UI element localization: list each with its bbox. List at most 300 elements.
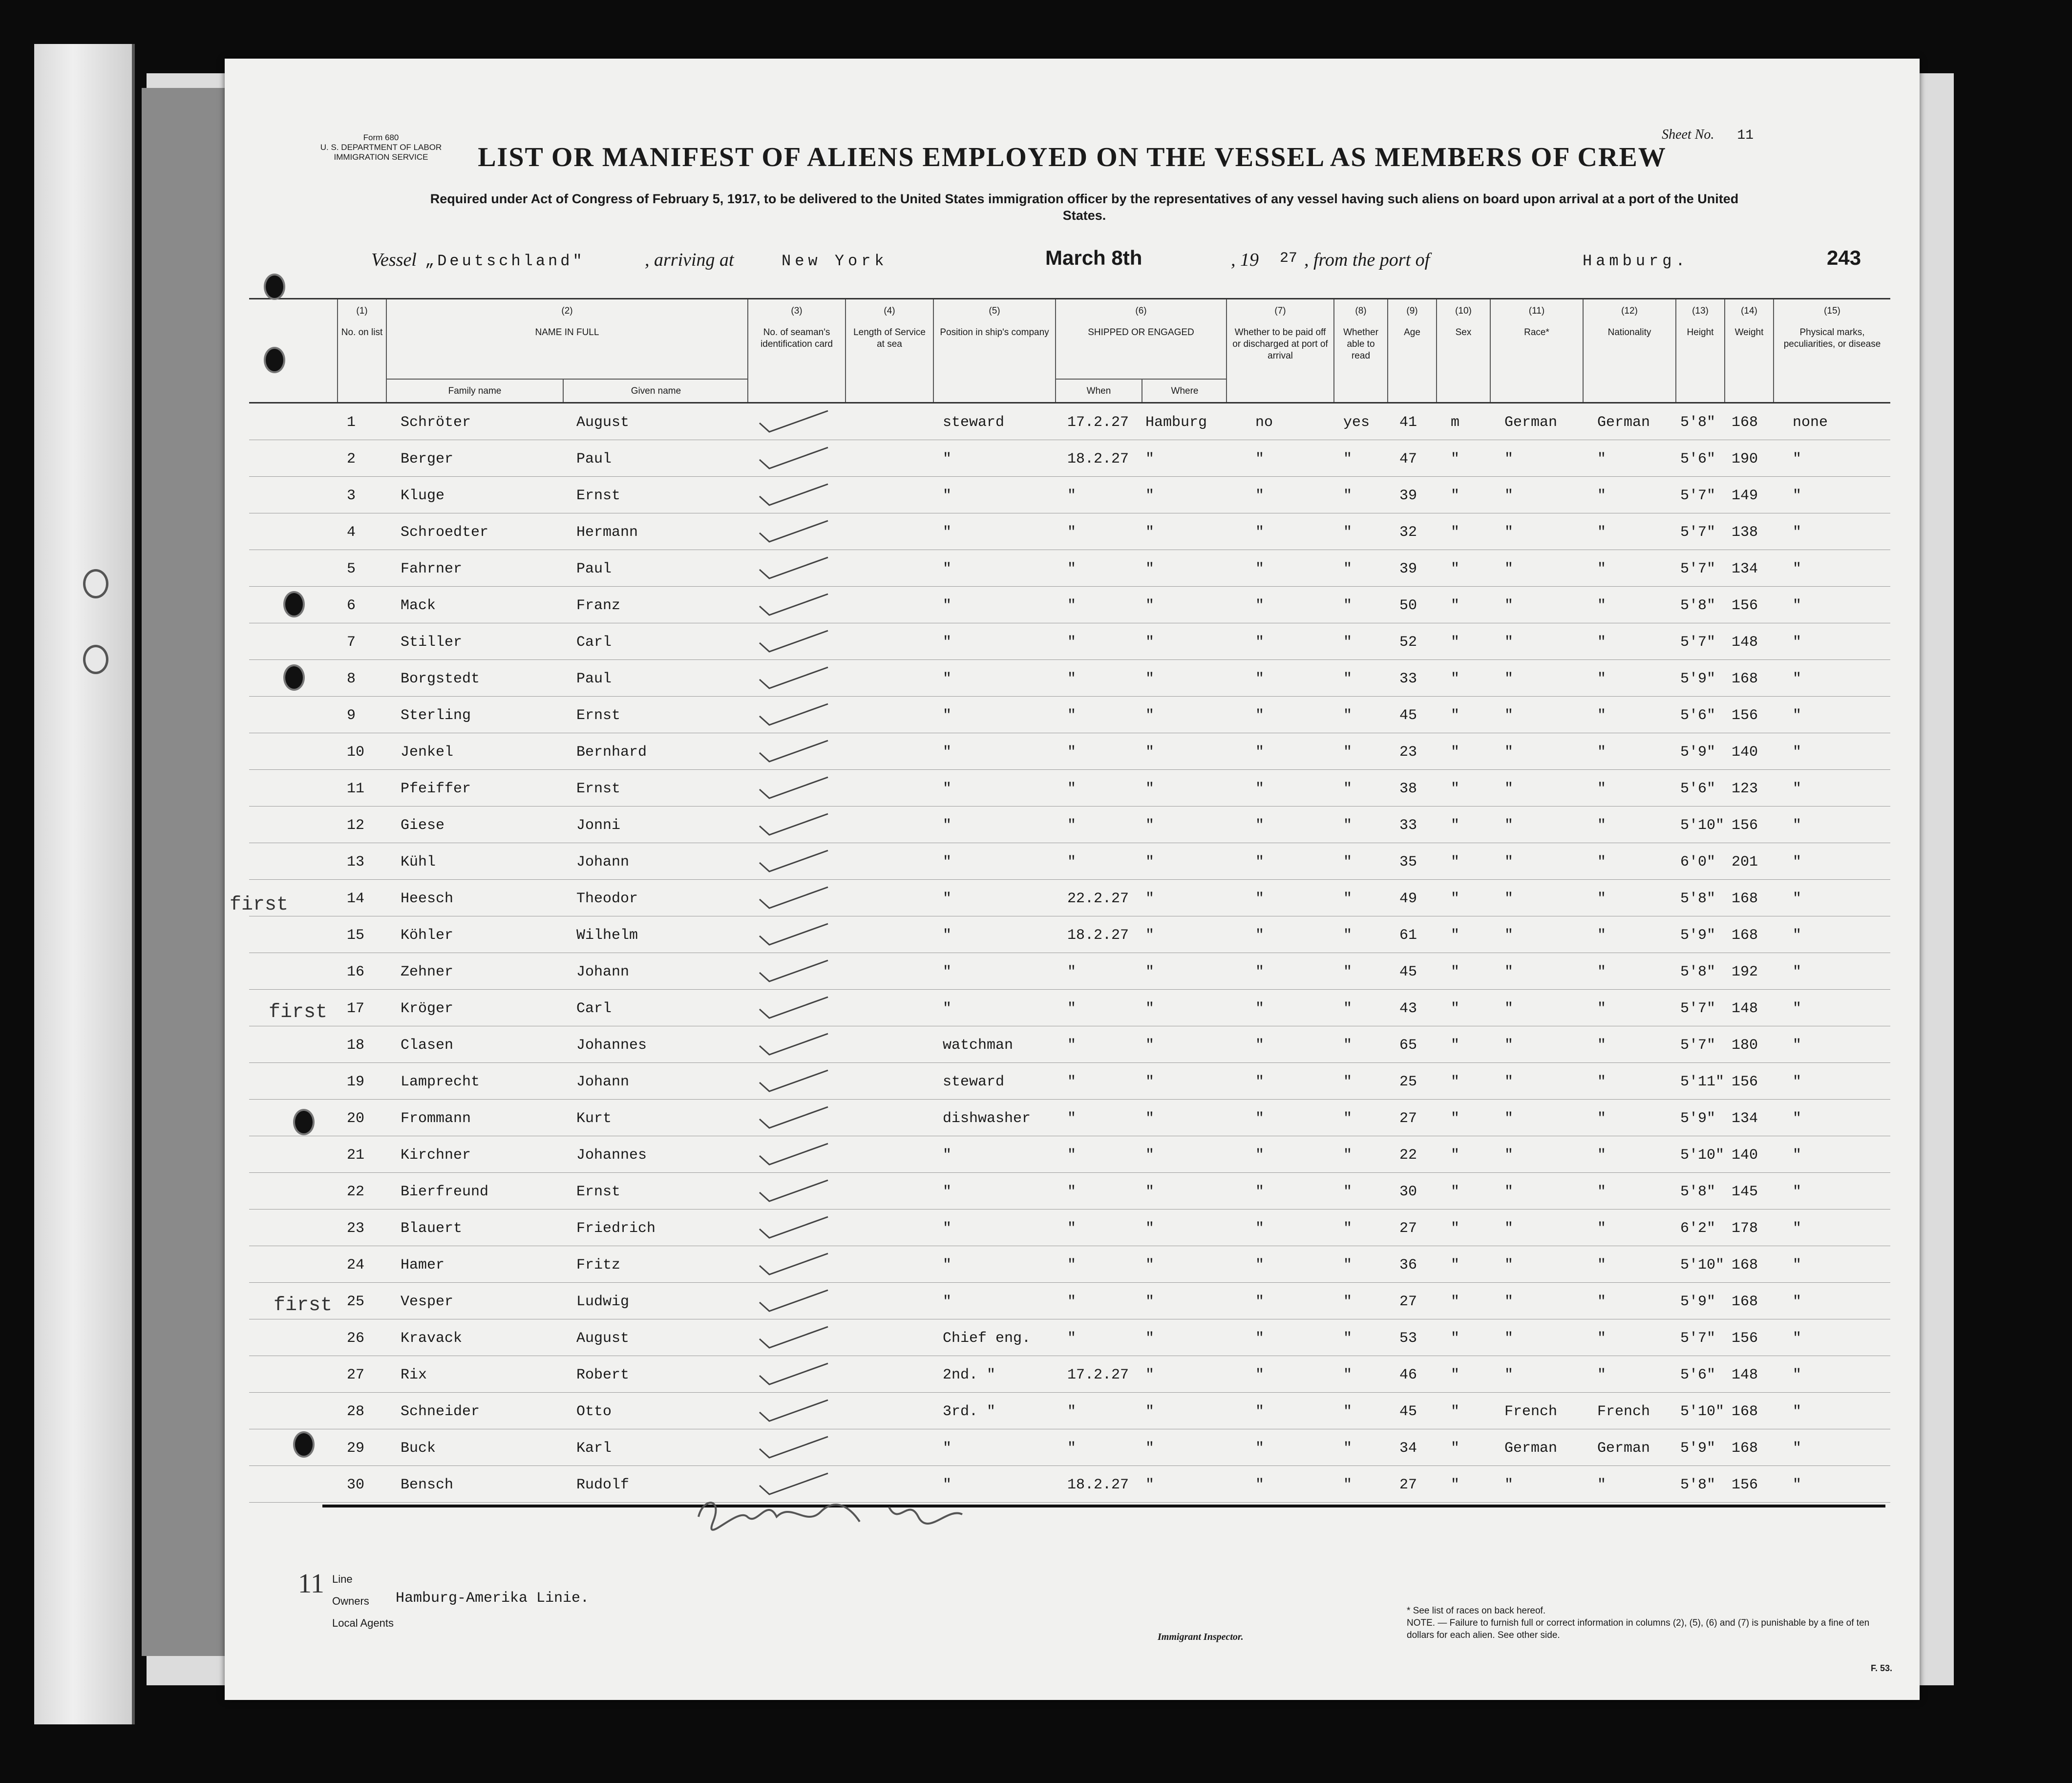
family-name: Borgstedt — [401, 671, 480, 687]
footnote — [1407, 1605, 1871, 1641]
shipped-where: " — [1145, 854, 1155, 870]
sex: " — [1451, 524, 1460, 541]
shipped-when: 17.2.27 — [1067, 414, 1129, 431]
shipped-where: " — [1145, 1477, 1155, 1493]
check-mark-icon — [757, 1031, 830, 1056]
family-name: Hamer — [401, 1257, 445, 1274]
weight: 190 — [1732, 451, 1758, 467]
nationality: " — [1597, 781, 1607, 797]
physical-marks: " — [1793, 707, 1802, 724]
given-name: Ernst — [576, 707, 621, 724]
age: 43 — [1399, 1000, 1417, 1017]
footnote-races: * See list of races on back hereof. — [1407, 1606, 1546, 1616]
nationality: " — [1597, 1147, 1607, 1164]
height: 5'9" — [1680, 1110, 1716, 1127]
shipped-when: " — [1067, 854, 1077, 870]
table-row — [249, 660, 1890, 697]
margin-note: first — [230, 894, 289, 916]
shipped-where: " — [1145, 1147, 1155, 1164]
col-9: (9) Age — [1387, 299, 1436, 402]
shipped-where: " — [1145, 707, 1155, 724]
weight: 168 — [1732, 1294, 1758, 1310]
age: 25 — [1399, 1074, 1417, 1090]
shipped-when: 17.2.27 — [1067, 1367, 1129, 1383]
row-number: 4 — [347, 524, 356, 541]
able-to-read: " — [1343, 1184, 1353, 1200]
physical-marks: " — [1793, 524, 1802, 541]
race: German — [1504, 1440, 1558, 1457]
paid-off: " — [1255, 1184, 1265, 1200]
age: 38 — [1399, 781, 1417, 797]
paid-off: " — [1255, 1330, 1265, 1347]
crew-table — [249, 298, 1890, 1503]
check-mark-icon — [757, 1141, 830, 1166]
given-name: Johann — [576, 854, 630, 870]
height: 5'6" — [1680, 1367, 1716, 1383]
given-name: Johann — [576, 964, 630, 980]
position: dishwasher — [943, 1110, 1031, 1127]
able-to-read: " — [1343, 854, 1353, 870]
nationality: " — [1597, 561, 1607, 577]
physical-marks: " — [1793, 964, 1802, 980]
year-suffix: 27 — [1280, 250, 1298, 267]
height: 5'10" — [1680, 1147, 1725, 1164]
owners-value: Hamburg-Amerika Linie. — [396, 1590, 590, 1607]
position: 3rd. " — [943, 1403, 996, 1420]
form-code: F. 53. — [1871, 1663, 1893, 1673]
weight: 134 — [1732, 561, 1758, 577]
age: 33 — [1399, 671, 1417, 687]
physical-marks: " — [1793, 1147, 1802, 1164]
given-name: Fritz — [576, 1257, 621, 1274]
family-name: Frommann — [401, 1110, 471, 1127]
paid-off: " — [1255, 817, 1265, 834]
position: " — [943, 817, 952, 834]
height: 5'7" — [1680, 524, 1716, 541]
row-number: 25 — [347, 1294, 365, 1310]
row-number: 10 — [347, 744, 365, 761]
shipped-where: " — [1145, 1220, 1155, 1237]
row-number: 13 — [347, 854, 365, 870]
row-number: 15 — [347, 927, 365, 944]
table-row — [249, 1136, 1890, 1173]
able-to-read: " — [1343, 964, 1353, 980]
shipped-where: " — [1145, 964, 1155, 980]
race: " — [1504, 524, 1514, 541]
physical-marks: " — [1793, 1184, 1802, 1200]
age: 46 — [1399, 1367, 1417, 1383]
col-5: (5) Position in ship's company — [933, 299, 1055, 402]
weight: 201 — [1732, 854, 1758, 870]
nationality: " — [1597, 707, 1607, 724]
family-name: Schneider — [401, 1403, 480, 1420]
table-row — [249, 1466, 1890, 1503]
nationality: " — [1597, 891, 1607, 907]
shipped-where: " — [1145, 1403, 1155, 1420]
sex: " — [1451, 781, 1460, 797]
check-mark-icon — [757, 958, 830, 982]
paid-off: " — [1255, 891, 1265, 907]
able-to-read: " — [1343, 488, 1353, 504]
age: 35 — [1399, 854, 1417, 870]
family-name: Pfeiffer — [401, 781, 471, 797]
physical-marks: " — [1793, 1294, 1802, 1310]
height: 5'10" — [1680, 817, 1725, 834]
check-mark-icon — [757, 921, 830, 946]
service: IMMIGRATION SERVICE — [334, 152, 428, 162]
race: " — [1504, 1477, 1514, 1493]
shipped-when: " — [1067, 781, 1077, 797]
given-name: Friedrich — [576, 1220, 656, 1237]
paid-off: " — [1255, 1294, 1265, 1310]
weight: 145 — [1732, 1184, 1758, 1200]
family-name: Köhler — [401, 927, 454, 944]
position: " — [943, 927, 952, 944]
col-7: (7) Whether to be paid off or discharged at port of arrival — [1226, 299, 1333, 402]
height: 5'9" — [1680, 671, 1716, 687]
shipped-when: " — [1067, 524, 1077, 541]
age: 32 — [1399, 524, 1417, 541]
table-row — [249, 990, 1890, 1026]
sex: " — [1451, 561, 1460, 577]
col-2: (2) NAME IN FULL Family name Given name — [386, 299, 747, 402]
shipped-where: " — [1145, 1257, 1155, 1274]
table-row — [249, 513, 1890, 550]
weight: 156 — [1732, 817, 1758, 834]
position: " — [943, 707, 952, 724]
height: 5'8" — [1680, 964, 1716, 980]
weight: 140 — [1732, 1147, 1758, 1164]
age: 41 — [1399, 414, 1417, 431]
race: " — [1504, 488, 1514, 504]
table-row — [249, 697, 1890, 733]
from-label: , from the port of — [1304, 250, 1430, 270]
paid-off: " — [1255, 1477, 1265, 1493]
given-name: Paul — [576, 671, 612, 687]
family-name: Schroedter — [401, 524, 489, 541]
height: 5'10" — [1680, 1403, 1725, 1420]
row-number: 26 — [347, 1330, 365, 1347]
able-to-read: " — [1343, 634, 1353, 651]
age: 34 — [1399, 1440, 1417, 1457]
col-4: (4) Length of Service at sea — [845, 299, 933, 402]
physical-marks: none — [1793, 414, 1828, 431]
race: " — [1504, 927, 1514, 944]
check-mark-icon — [757, 1104, 830, 1129]
manifest-number: 243 — [1827, 246, 1861, 269]
position: " — [943, 744, 952, 761]
physical-marks: " — [1793, 1440, 1802, 1457]
check-mark-icon — [757, 775, 830, 799]
age: 49 — [1399, 891, 1417, 907]
check-mark-icon — [757, 1361, 830, 1385]
nationality: " — [1597, 671, 1607, 687]
shipped-where: " — [1145, 927, 1155, 944]
height: 5'7" — [1680, 1000, 1716, 1017]
family-name: Fahrner — [401, 561, 463, 577]
margin-note: 11 — [298, 1569, 324, 1599]
check-mark-icon — [757, 628, 830, 653]
age: 27 — [1399, 1220, 1417, 1237]
family-name: Giese — [401, 817, 445, 834]
row-number: 24 — [347, 1257, 365, 1274]
age: 27 — [1399, 1294, 1417, 1310]
able-to-read: " — [1343, 1294, 1353, 1310]
given-name: Johannes — [576, 1147, 647, 1164]
table-row — [249, 1173, 1890, 1210]
physical-marks: " — [1793, 1037, 1802, 1054]
table-row — [249, 1429, 1890, 1466]
able-to-read: " — [1343, 1037, 1353, 1054]
row-number: 19 — [347, 1074, 365, 1090]
given-name: Hermann — [576, 524, 638, 541]
check-mark-icon — [757, 848, 830, 872]
weight: 138 — [1732, 524, 1758, 541]
race: " — [1504, 1294, 1514, 1310]
able-to-read: yes — [1343, 414, 1370, 431]
physical-marks: " — [1793, 817, 1802, 834]
shipped-where: " — [1145, 451, 1155, 467]
paid-off: " — [1255, 524, 1265, 541]
given-name: Ernst — [576, 488, 621, 504]
race: French — [1504, 1403, 1558, 1420]
able-to-read: " — [1343, 1330, 1353, 1347]
nationality: " — [1597, 1294, 1607, 1310]
row-number: 22 — [347, 1184, 365, 1200]
shipped-when: " — [1067, 1294, 1077, 1310]
table-row — [249, 440, 1890, 477]
weight: 134 — [1732, 1110, 1758, 1127]
sex: " — [1451, 1257, 1460, 1274]
shipped-when: " — [1067, 561, 1077, 577]
footnote-penalty: NOTE. — Failure to furnish full or correct information in columns (2), (5), (6) and (7) is punishable by a fine of ten dollars for each alien. See other side. — [1407, 1618, 1870, 1640]
given-name: Otto — [576, 1403, 612, 1420]
shipped-when: " — [1067, 1257, 1077, 1274]
shipped-where: " — [1145, 1294, 1155, 1310]
paid-off: " — [1255, 1367, 1265, 1383]
race: " — [1504, 1110, 1514, 1127]
family-name: Stiller — [401, 634, 463, 651]
inspector-label: Immigrant Inspector. — [1158, 1632, 1244, 1642]
weight: 168 — [1732, 1403, 1758, 1420]
col-11: (11) Race* — [1490, 299, 1583, 402]
sex: " — [1451, 927, 1460, 944]
col-6: (6) SHIPPED OR ENGAGED When Where — [1055, 299, 1226, 402]
race: " — [1504, 451, 1514, 467]
height: 6'2" — [1680, 1220, 1716, 1237]
shipped-when: 18.2.27 — [1067, 1477, 1129, 1493]
punch-hole — [264, 274, 285, 300]
family-name: Heesch — [401, 891, 454, 907]
position: " — [943, 1294, 952, 1310]
shipped-where: " — [1145, 634, 1155, 651]
given-name: August — [576, 1330, 630, 1347]
punch-hole — [283, 591, 305, 617]
shipped-when: " — [1067, 1440, 1077, 1457]
nationality: " — [1597, 1074, 1607, 1090]
height: 5'9" — [1680, 927, 1716, 944]
paid-off: " — [1255, 1074, 1265, 1090]
given-name: Ernst — [576, 781, 621, 797]
arrival-date: March 8th — [1045, 246, 1142, 269]
position: Chief eng. — [943, 1330, 1031, 1347]
given-name: Paul — [576, 561, 612, 577]
age: 36 — [1399, 1257, 1417, 1274]
weight: 180 — [1732, 1037, 1758, 1054]
sex: " — [1451, 1330, 1460, 1347]
table-row — [249, 1063, 1890, 1100]
height: 6'0" — [1680, 854, 1716, 870]
position: " — [943, 1257, 952, 1274]
nationality: " — [1597, 451, 1607, 467]
position: " — [943, 964, 952, 980]
weight: 192 — [1732, 964, 1758, 980]
subtitle: Required under Act of Congress of February 5, 1917, to be delivered to the United States immigration officer by the representatives of any vessel having such aliens on board upon arrival at a port of the United States. — [430, 191, 1739, 223]
position: " — [943, 597, 952, 614]
physical-marks: " — [1793, 744, 1802, 761]
shipped-when: " — [1067, 1074, 1077, 1090]
able-to-read: " — [1343, 561, 1353, 577]
race: " — [1504, 1330, 1514, 1347]
row-number: 27 — [347, 1367, 365, 1383]
table-row — [249, 403, 1890, 440]
position: " — [943, 451, 952, 467]
row-number: 5 — [347, 561, 356, 577]
table-row — [249, 916, 1890, 953]
family-name: Mack — [401, 597, 436, 614]
sex: " — [1451, 597, 1460, 614]
shipped-when: " — [1067, 597, 1077, 614]
given-name: Ernst — [576, 1184, 621, 1200]
shipped-where: " — [1145, 1440, 1155, 1457]
given-name: Wilhelm — [576, 927, 638, 944]
paid-off: " — [1255, 561, 1265, 577]
sex: " — [1451, 707, 1460, 724]
race: German — [1504, 414, 1558, 431]
position: " — [943, 854, 952, 870]
age: 65 — [1399, 1037, 1417, 1054]
nationality: German — [1597, 414, 1650, 431]
title-text: LIST OR MANIFEST OF ALIENS EMPLOYED ON THE VESSEL AS MEMBERS OF CREW — [478, 142, 1667, 172]
shipped-where: " — [1145, 1000, 1155, 1017]
row-number: 17 — [347, 1000, 365, 1017]
paid-off: " — [1255, 1440, 1265, 1457]
physical-marks: " — [1793, 671, 1802, 687]
col-8: (8) Whether able to read — [1333, 299, 1387, 402]
row-number: 9 — [347, 707, 356, 724]
paid-off: " — [1255, 1220, 1265, 1237]
paid-off: " — [1255, 451, 1265, 467]
sex: " — [1451, 451, 1460, 467]
check-mark-icon — [757, 482, 830, 506]
paid-off: " — [1255, 781, 1265, 797]
sex: " — [1451, 817, 1460, 834]
sex: " — [1451, 1477, 1460, 1493]
sex: " — [1451, 1220, 1460, 1237]
height: 5'8" — [1680, 414, 1716, 431]
able-to-read: " — [1343, 707, 1353, 724]
given-name: Bernhard — [576, 744, 647, 761]
year-prefix: , 19 — [1231, 250, 1259, 270]
shipped-when: 18.2.27 — [1067, 927, 1129, 944]
race: " — [1504, 1000, 1514, 1017]
weight: 149 — [1732, 488, 1758, 504]
age: 33 — [1399, 817, 1417, 834]
check-mark-icon — [757, 885, 830, 909]
race: " — [1504, 1220, 1514, 1237]
nationality: " — [1597, 1184, 1607, 1200]
race: " — [1504, 891, 1514, 907]
table-row — [249, 1393, 1890, 1429]
row-number: 3 — [347, 488, 356, 504]
race: " — [1504, 1257, 1514, 1274]
table-row — [249, 807, 1890, 843]
shipped-where: " — [1145, 1110, 1155, 1127]
family-name: Bierfreund — [401, 1184, 489, 1200]
weight: 140 — [1732, 744, 1758, 761]
sex: " — [1451, 1037, 1460, 1054]
sex: " — [1451, 891, 1460, 907]
age: 27 — [1399, 1110, 1417, 1127]
height: 5'9" — [1680, 1294, 1716, 1310]
check-mark-icon — [757, 1288, 830, 1312]
race: " — [1504, 964, 1514, 980]
age: 47 — [1399, 451, 1417, 467]
row-number: 12 — [347, 817, 365, 834]
nationality: " — [1597, 1330, 1607, 1347]
race: " — [1504, 1074, 1514, 1090]
family-name: Rix — [401, 1367, 427, 1383]
age: 50 — [1399, 597, 1417, 614]
shipped-when: " — [1067, 634, 1077, 651]
physical-marks: " — [1793, 1330, 1802, 1347]
sheet-value: 11 — [1737, 128, 1754, 143]
family-name: Clasen — [401, 1037, 454, 1054]
position: " — [943, 1000, 952, 1017]
sex: " — [1451, 671, 1460, 687]
nationality: " — [1597, 744, 1607, 761]
table-row — [249, 880, 1890, 916]
shipped-where: " — [1145, 817, 1155, 834]
weight: 156 — [1732, 1477, 1758, 1493]
height: 5'8" — [1680, 891, 1716, 907]
table-row — [249, 770, 1890, 807]
position: " — [943, 1184, 952, 1200]
given-name: Franz — [576, 597, 621, 614]
able-to-read: " — [1343, 1257, 1353, 1274]
height: 5'6" — [1680, 707, 1716, 724]
shipped-when: " — [1067, 1220, 1077, 1237]
weight: 148 — [1732, 1000, 1758, 1017]
row-number: 30 — [347, 1477, 365, 1493]
check-mark-icon — [757, 592, 830, 616]
shipped-where: " — [1145, 1074, 1155, 1090]
age: 53 — [1399, 1330, 1417, 1347]
table-row — [249, 1026, 1890, 1063]
table-row — [249, 733, 1890, 770]
race: " — [1504, 597, 1514, 614]
weight: 178 — [1732, 1220, 1758, 1237]
col-15: (15) Physical marks, peculiarities, or disease — [1773, 299, 1890, 402]
able-to-read: " — [1343, 597, 1353, 614]
family-name: Kirchner — [401, 1147, 471, 1164]
able-to-read: " — [1343, 451, 1353, 467]
height: 5'7" — [1680, 561, 1716, 577]
weight: 123 — [1732, 781, 1758, 797]
shipped-where: " — [1145, 671, 1155, 687]
weight: 156 — [1732, 707, 1758, 724]
nationality: " — [1597, 854, 1607, 870]
